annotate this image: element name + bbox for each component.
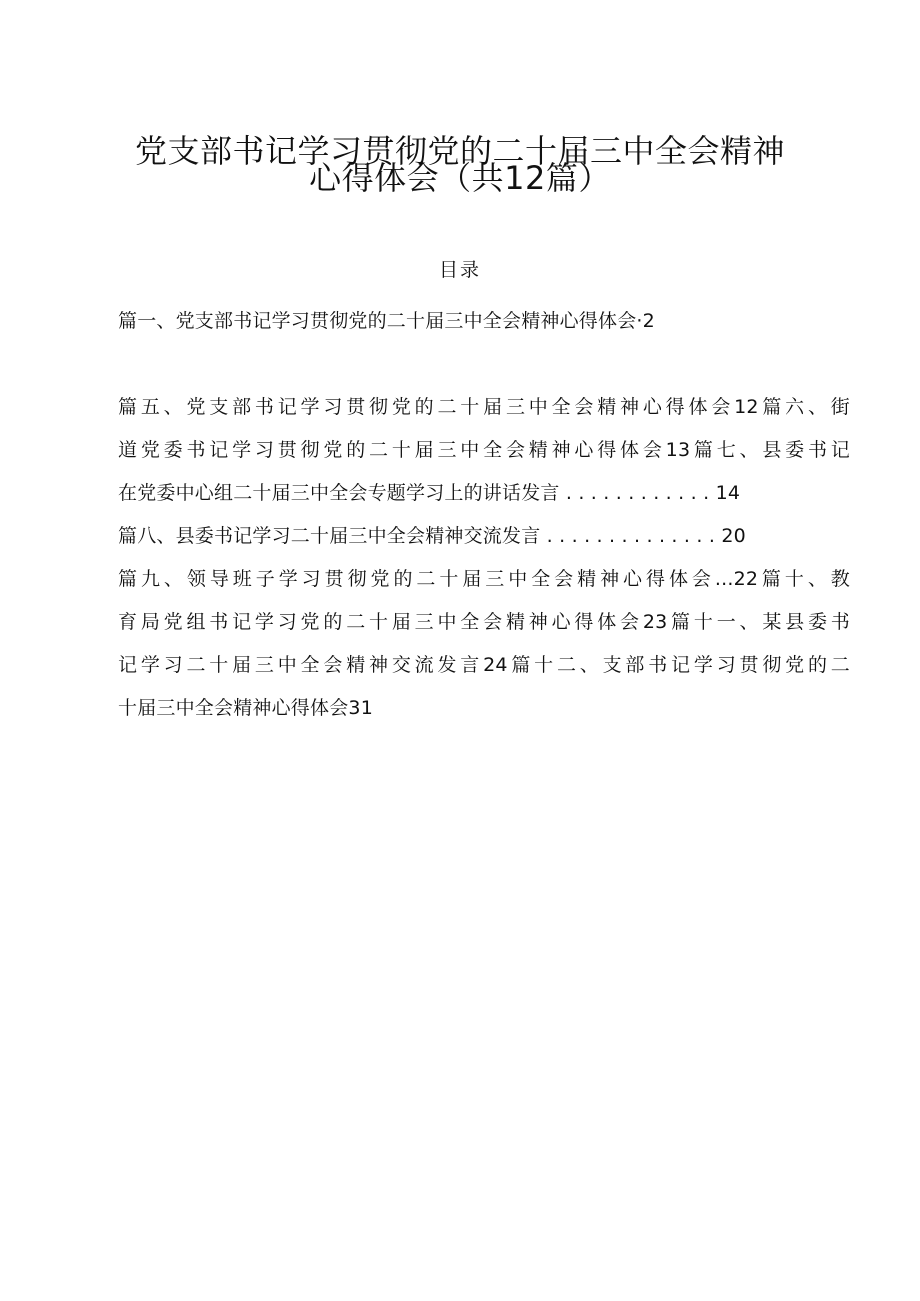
toc-entry[interactable]: 道党委书记学习贯彻党的二十届三中全会精神心得体会13篇七、县委书记 bbox=[118, 439, 850, 461]
toc-entry[interactable]: 篇一、党支部书记学习贯彻党的二十届三中全会精神心得体会·2 bbox=[118, 310, 655, 332]
toc-entry[interactable]: 记学习二十届三中全会精神交流发言24篇十二、支部书记学习贯彻党的二 bbox=[118, 654, 850, 676]
toc-entry[interactable]: 十届三中全会精神心得体会31 bbox=[118, 697, 373, 719]
toc-entry[interactable]: 育局党组书记学习党的二十届三中全会精神心得体会23篇十一、某县委书 bbox=[118, 611, 850, 633]
toc-entry[interactable]: 篇五、党支部书记学习贯彻党的二十届三中全会精神心得体会12篇六、街 bbox=[118, 396, 850, 418]
toc-entry[interactable]: 篇九、领导班子学习贯彻党的二十届三中全会精神心得体会...22篇十、教 bbox=[118, 568, 850, 590]
toc-heading: 目录 bbox=[438, 259, 481, 281]
toc-entry[interactable]: 篇八、县委书记学习二十届三中全会精神交流发言 . . . . . . . . . . . . . . 20 bbox=[118, 525, 746, 547]
document-title-line-2: 心得体会（共12篇） bbox=[309, 159, 611, 197]
document-title-line-1: 党支部书记学习贯彻党的二十届三中全会精神 bbox=[134, 132, 785, 170]
toc-entry[interactable]: 在党委中心组二十届三中全会专题学习上的讲话发言 . . . . . . . . . . . . 14 bbox=[118, 482, 741, 504]
